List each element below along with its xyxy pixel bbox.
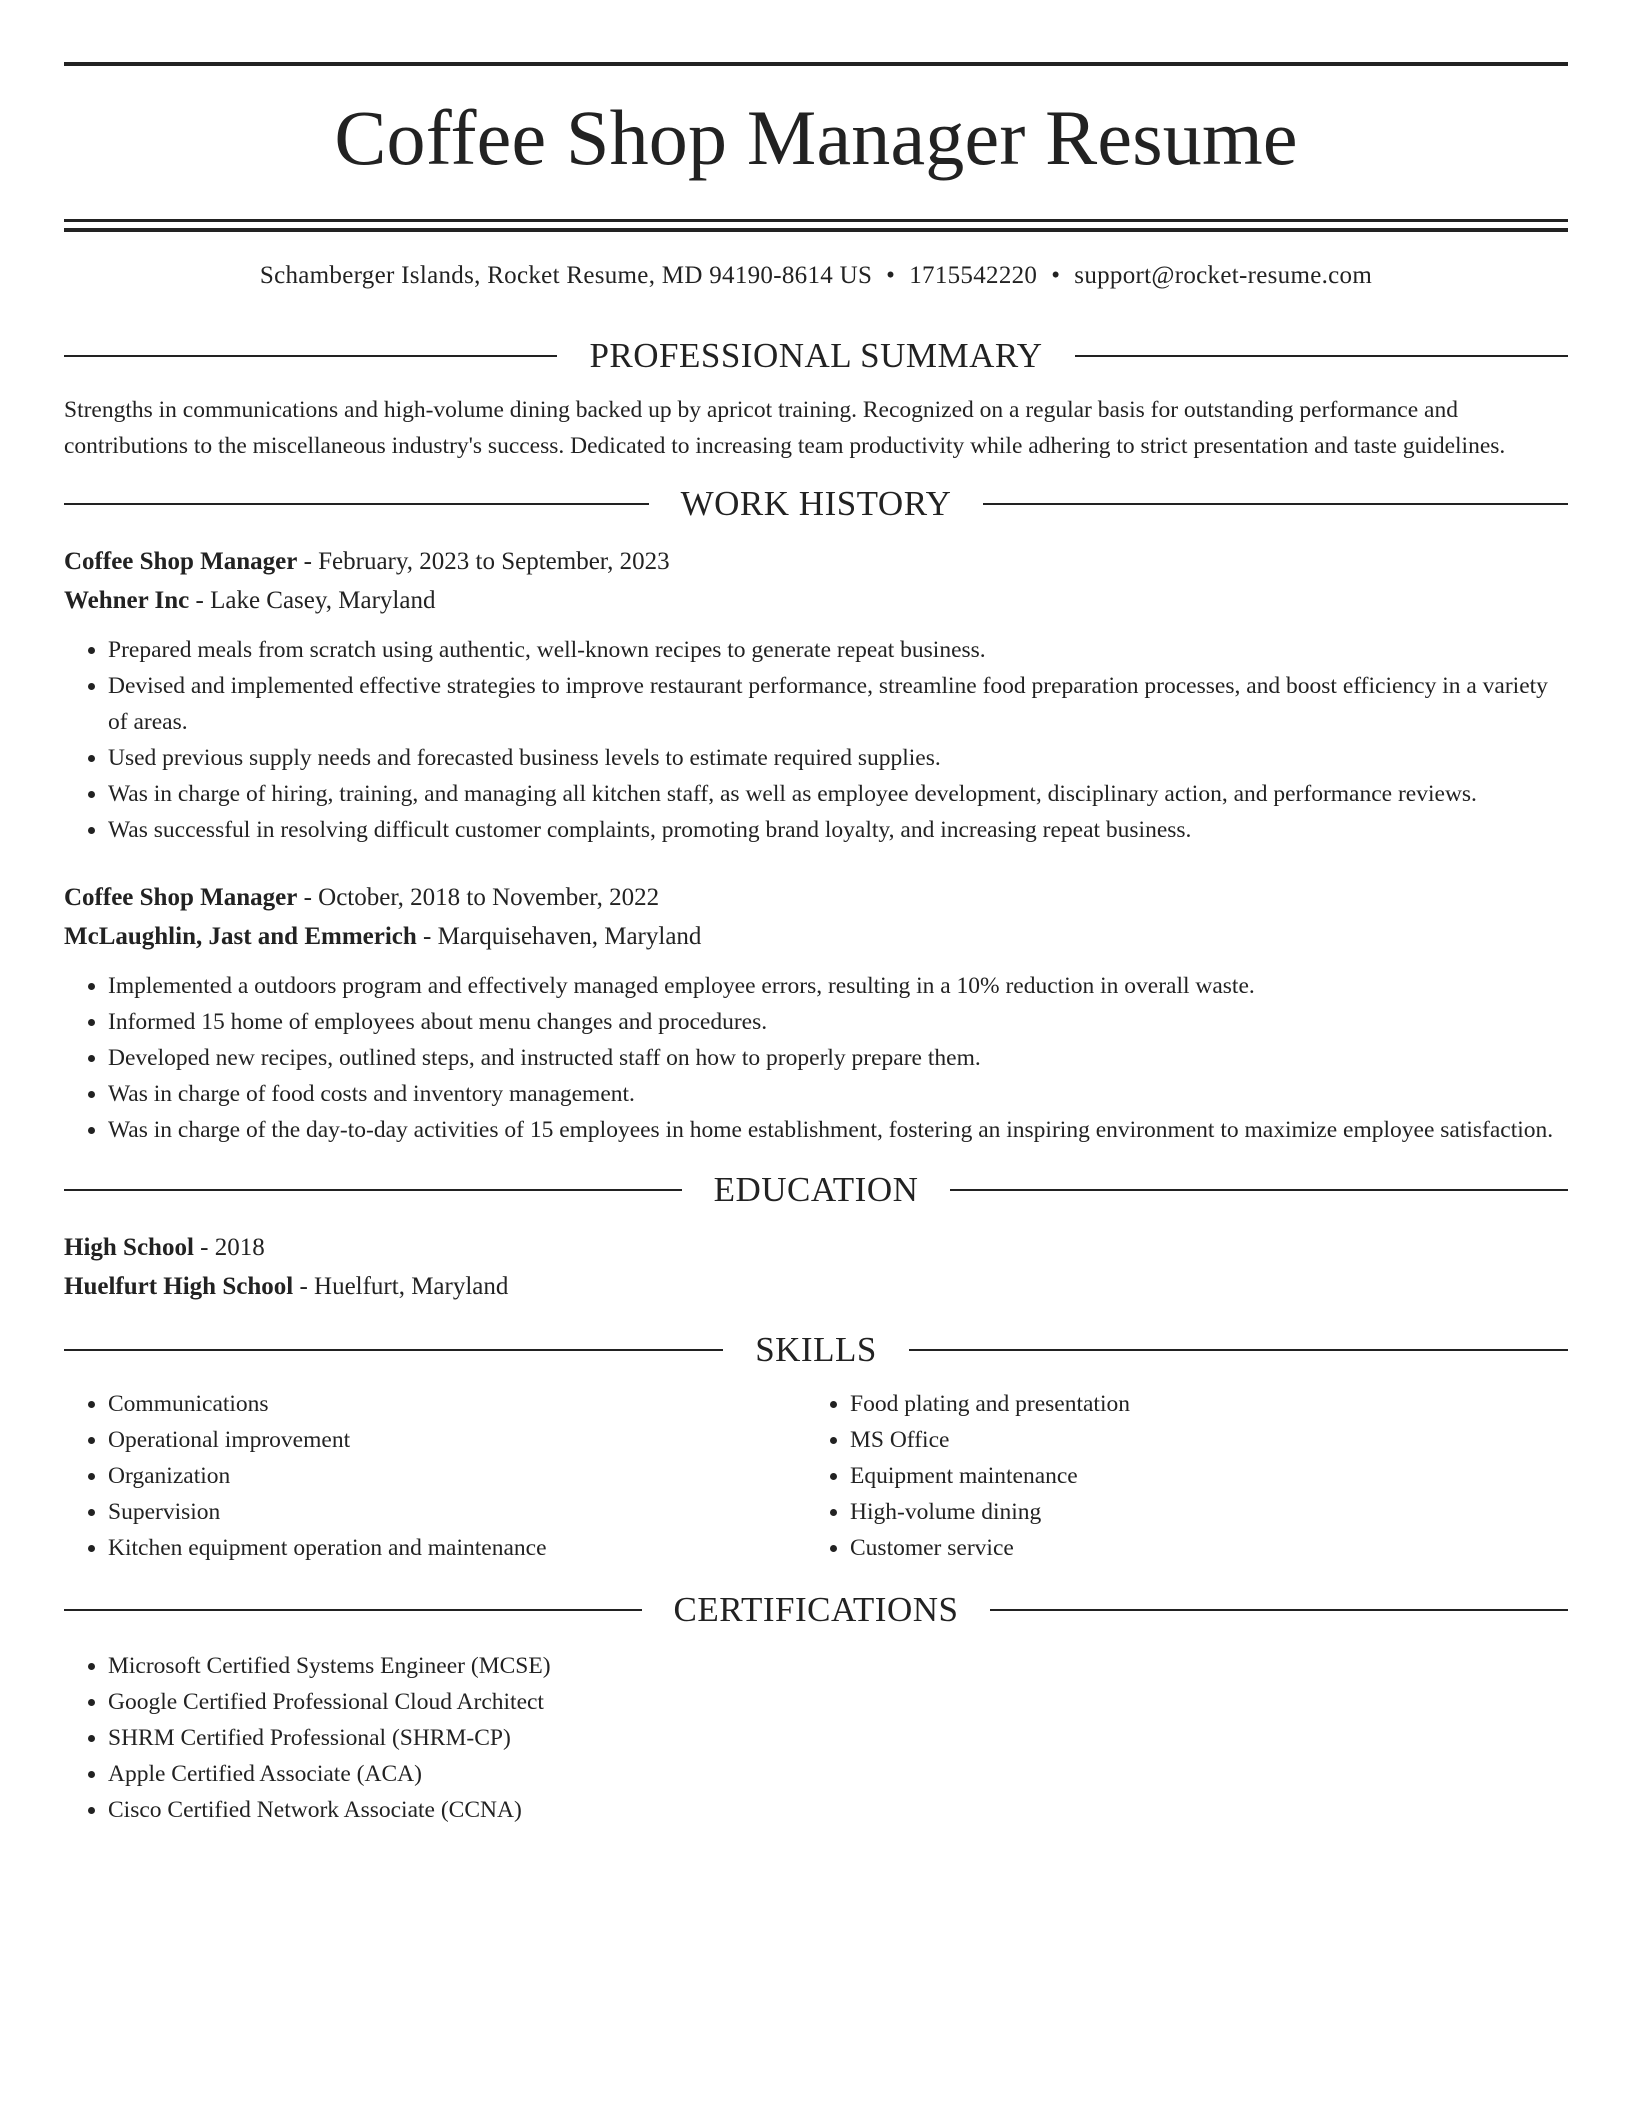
list-item: • Cisco Certified Network Associate (CCNA)	[108, 1792, 1568, 1828]
job-title: Coffee Shop Manager	[64, 884, 298, 911]
list-item: • Food plating and presentation	[850, 1386, 1548, 1422]
contact-separator: •	[886, 262, 896, 289]
education-location: - Huelfurt, Maryland	[293, 1273, 509, 1300]
education-entry	[64, 1228, 1568, 1306]
section-title: SKILLS	[755, 1330, 877, 1369]
certifications-list	[64, 1648, 1568, 1828]
section-title: CERTIFICATIONS	[673, 1590, 959, 1629]
contact-email: support@rocket-resume.com	[1074, 262, 1373, 289]
job-title: Coffee Shop Manager	[64, 548, 298, 575]
title-rule-lower	[64, 228, 1568, 232]
job-dates: - October, 2018 to November, 2022	[297, 884, 660, 911]
heading-rule	[64, 1189, 682, 1191]
list-item: • Was in charge of food costs and inventory management.	[108, 1076, 1568, 1112]
list-item: • Devised and implemented effective strategies to improve restaurant performance, streamline food preparation processes, and boost efficiency in a variety of areas.	[108, 668, 1568, 740]
job-entry	[64, 878, 1568, 1148]
list-item: • Microsoft Certified Systems Engineer (MCSE)	[108, 1648, 1568, 1684]
list-item: • Apple Certified Associate (ACA)	[108, 1756, 1568, 1792]
job-location: - Marquisehaven, Maryland	[416, 923, 702, 950]
section-heading-education	[64, 1168, 1568, 1212]
job-company-line	[64, 917, 1568, 956]
section-heading-certifications	[64, 1588, 1568, 1632]
list-item: • Informed 15 home of employees about menu changes and procedures.	[108, 1004, 1568, 1040]
list-item: • Kitchen equipment operation and maintenance	[108, 1530, 806, 1566]
job-entry	[64, 542, 1568, 848]
skills-list	[64, 1386, 1568, 1566]
job-company: McLaughlin, Jast and Emmerich	[64, 923, 417, 950]
list-item: • Google Certified Professional Cloud Architect	[108, 1684, 1568, 1720]
job-dates: - February, 2023 to September, 2023	[297, 548, 670, 575]
section-heading-work	[64, 482, 1568, 526]
education-school-line	[64, 1267, 1568, 1306]
education-year: - 2018	[193, 1234, 265, 1261]
title-rule-upper	[64, 219, 1568, 222]
list-item: • MS Office	[850, 1422, 1548, 1458]
resume-title: Coffee Shop Manager Resume	[334, 94, 1298, 181]
list-item: • Used previous supply needs and forecasted business levels to estimate required supplies.	[108, 740, 1568, 776]
list-item: • High-volume dining	[850, 1494, 1548, 1530]
top-rule	[64, 62, 1568, 66]
job-bullets	[64, 632, 1568, 848]
heading-rule	[983, 503, 1568, 505]
job-company-line	[64, 581, 1568, 620]
education-degree-line	[64, 1228, 1568, 1267]
heading-rule	[1075, 355, 1568, 357]
job-bullets	[64, 968, 1568, 1148]
education-school: Huelfurt High School	[64, 1273, 294, 1300]
section-title: EDUCATION	[713, 1170, 919, 1209]
list-item: • Developed new recipes, outlined steps, and instructed staff on how to properly prepare them.	[108, 1040, 1568, 1076]
education-degree: High School	[64, 1234, 194, 1261]
summary-text: Strengths in communications and high-volume dining backed up by apricot training. Recognized on a regular basis for outstanding performance and contributions to the miscellaneous industry's success. Dedicated to increasing team productivity while adhering to strict presentation and taste guidelines.	[64, 397, 1506, 459]
section-heading-skills	[64, 1328, 1568, 1372]
list-item: • Operational improvement	[108, 1422, 806, 1458]
heading-rule	[950, 1189, 1568, 1191]
heading-rule	[64, 355, 557, 357]
skills-column-left	[64, 1386, 806, 1566]
list-item: • Was in charge of hiring, training, and managing all kitchen staff, as well as employee development, disciplinary action, and performance reviews.	[108, 776, 1568, 812]
list-item: • Was in charge of the day-to-day activities of 15 employees in home establishment, fostering an inspiring environment to maximize employee satisfaction.	[108, 1112, 1568, 1148]
list-item: • Equipment maintenance	[850, 1458, 1548, 1494]
list-item: • Implemented a outdoors program and effectively managed employee errors, resulting in a 10% reduction in overall waste.	[108, 968, 1568, 1004]
section-title: PROFESSIONAL SUMMARY	[589, 336, 1043, 375]
contact-separator: •	[1051, 262, 1061, 289]
list-item: • Customer service	[850, 1530, 1548, 1566]
contact-phone: 1715542220	[909, 262, 1038, 289]
job-title-line	[64, 542, 1568, 581]
list-item: • Supervision	[108, 1494, 806, 1530]
job-location: - Lake Casey, Maryland	[189, 587, 436, 614]
job-company: Wehner Inc	[64, 587, 190, 614]
list-item: • Communications	[108, 1386, 806, 1422]
section-title: WORK HISTORY	[680, 484, 952, 523]
contact-address: Schamberger Islands, Rocket Resume, MD 94190-8614 US	[259, 262, 873, 289]
heading-rule	[64, 1349, 723, 1351]
heading-rule	[990, 1609, 1568, 1611]
job-title-line	[64, 878, 1568, 917]
section-heading-summary	[64, 334, 1568, 378]
list-item: • Was successful in resolving difficult customer complaints, promoting brand loyalty, and increasing repeat business.	[108, 812, 1568, 848]
skills-column-right	[806, 1386, 1548, 1566]
list-item: • Prepared meals from scratch using authentic, well-known recipes to generate repeat business.	[108, 632, 1568, 668]
heading-rule	[64, 503, 649, 505]
heading-rule	[64, 1609, 642, 1611]
heading-rule	[909, 1349, 1568, 1351]
contact-line	[64, 260, 1568, 292]
list-item: • Organization	[108, 1458, 806, 1494]
list-item: • SHRM Certified Professional (SHRM-CP)	[108, 1720, 1568, 1756]
